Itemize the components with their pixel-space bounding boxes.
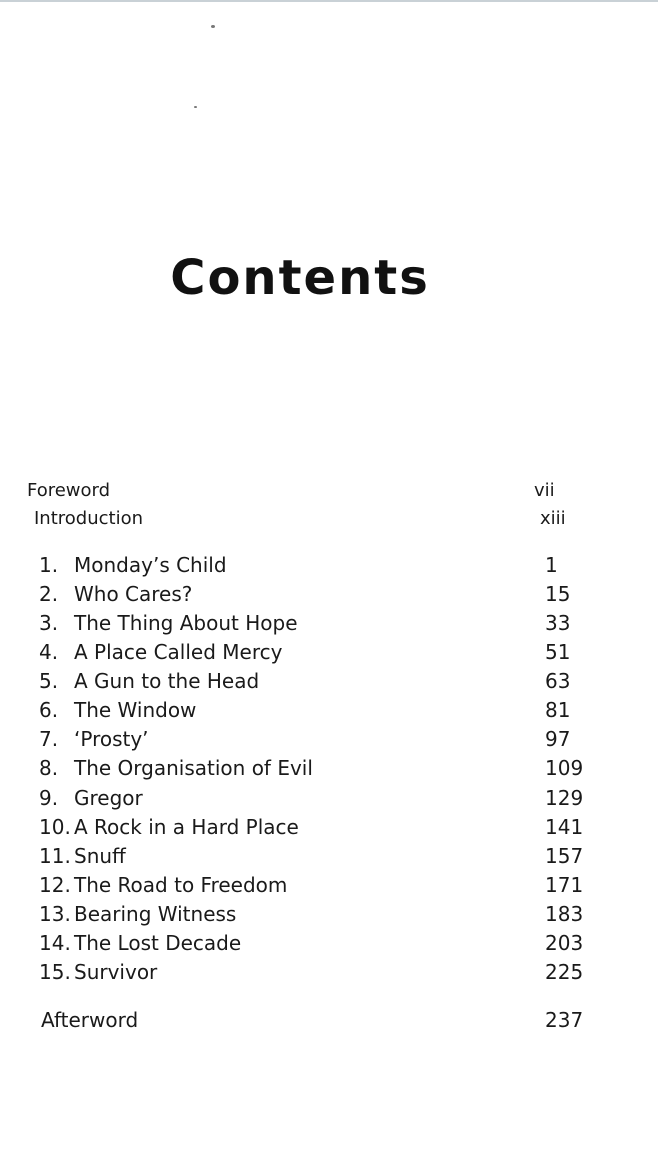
chapter-number: 1. — [39, 553, 59, 577]
page-title: Contents — [170, 250, 430, 306]
chapter-number: 11. — [39, 844, 71, 868]
chapter-number: 5. — [39, 669, 59, 693]
chapter-number: 12. — [39, 873, 71, 897]
chapter-title: Bearing Witness — [74, 902, 237, 926]
chapter-page: 171 — [545, 873, 584, 897]
chapter-title: The Thing About Hope — [74, 611, 298, 635]
page-top-edge — [0, 0, 658, 2]
toc-entry-introduction — [34, 508, 143, 529]
toc-page-introduction: xiii — [540, 508, 566, 529]
chapter-number: 4. — [39, 640, 59, 664]
chapter-page: 141 — [545, 815, 584, 839]
chapter-number: 3. — [39, 611, 59, 635]
dust-speck — [211, 25, 215, 28]
chapter-number: 10. — [39, 815, 71, 839]
toc-entry-afterword — [41, 1008, 138, 1032]
chapter-page: 15 — [545, 582, 571, 606]
toc-page-foreword: vii — [534, 480, 555, 501]
chapter-number: 14. — [39, 931, 71, 955]
chapter-number: 2. — [39, 582, 59, 606]
chapter-number: 8. — [39, 756, 59, 780]
chapter-page: 157 — [545, 844, 584, 868]
chapter-page: 203 — [545, 931, 584, 955]
entry-label: Foreword — [27, 480, 111, 501]
chapter-number: 9. — [39, 786, 59, 810]
chapter-title: Survivor — [74, 960, 158, 984]
entry-label: Afterword — [41, 1008, 139, 1032]
chapter-page: 51 — [545, 640, 571, 664]
entry-label: Introduction — [34, 508, 144, 529]
chapter-title: Monday’s Child — [74, 553, 227, 577]
chapter-page: 33 — [545, 611, 571, 635]
chapter-page: 109 — [545, 756, 584, 780]
chapter-number: 13. — [39, 902, 71, 926]
chapter-title: The Road to Freedom — [74, 873, 288, 897]
chapter-title: The Organisation of Evil — [74, 756, 313, 780]
chapter-title: Snuff — [74, 844, 126, 868]
chapter-title: Who Cares? — [74, 582, 193, 606]
chapter-page: 129 — [545, 786, 584, 810]
chapter-page: 63 — [545, 669, 571, 693]
chapter-page: 183 — [545, 902, 584, 926]
chapter-page: 1 — [545, 553, 558, 577]
chapter-title: Gregor — [74, 786, 143, 810]
chapter-page: 225 — [545, 960, 584, 984]
chapter-title: A Rock in a Hard Place — [74, 815, 299, 839]
chapter-title: The Window — [74, 698, 197, 722]
dust-speck — [194, 106, 197, 108]
chapter-title: A Gun to the Head — [74, 669, 260, 693]
chapter-title: ‘Prosty’ — [74, 727, 149, 751]
chapter-page: 81 — [545, 698, 571, 722]
toc-entry-foreword — [27, 480, 110, 501]
chapter-title: A Place Called Mercy — [74, 640, 283, 664]
chapter-page: 97 — [545, 727, 571, 751]
chapter-title: The Lost Decade — [74, 931, 242, 955]
chapter-number: 6. — [39, 698, 59, 722]
chapter-number: 7. — [39, 727, 59, 751]
chapter-number: 15. — [39, 960, 71, 984]
toc-page-afterword: 237 — [545, 1008, 584, 1032]
